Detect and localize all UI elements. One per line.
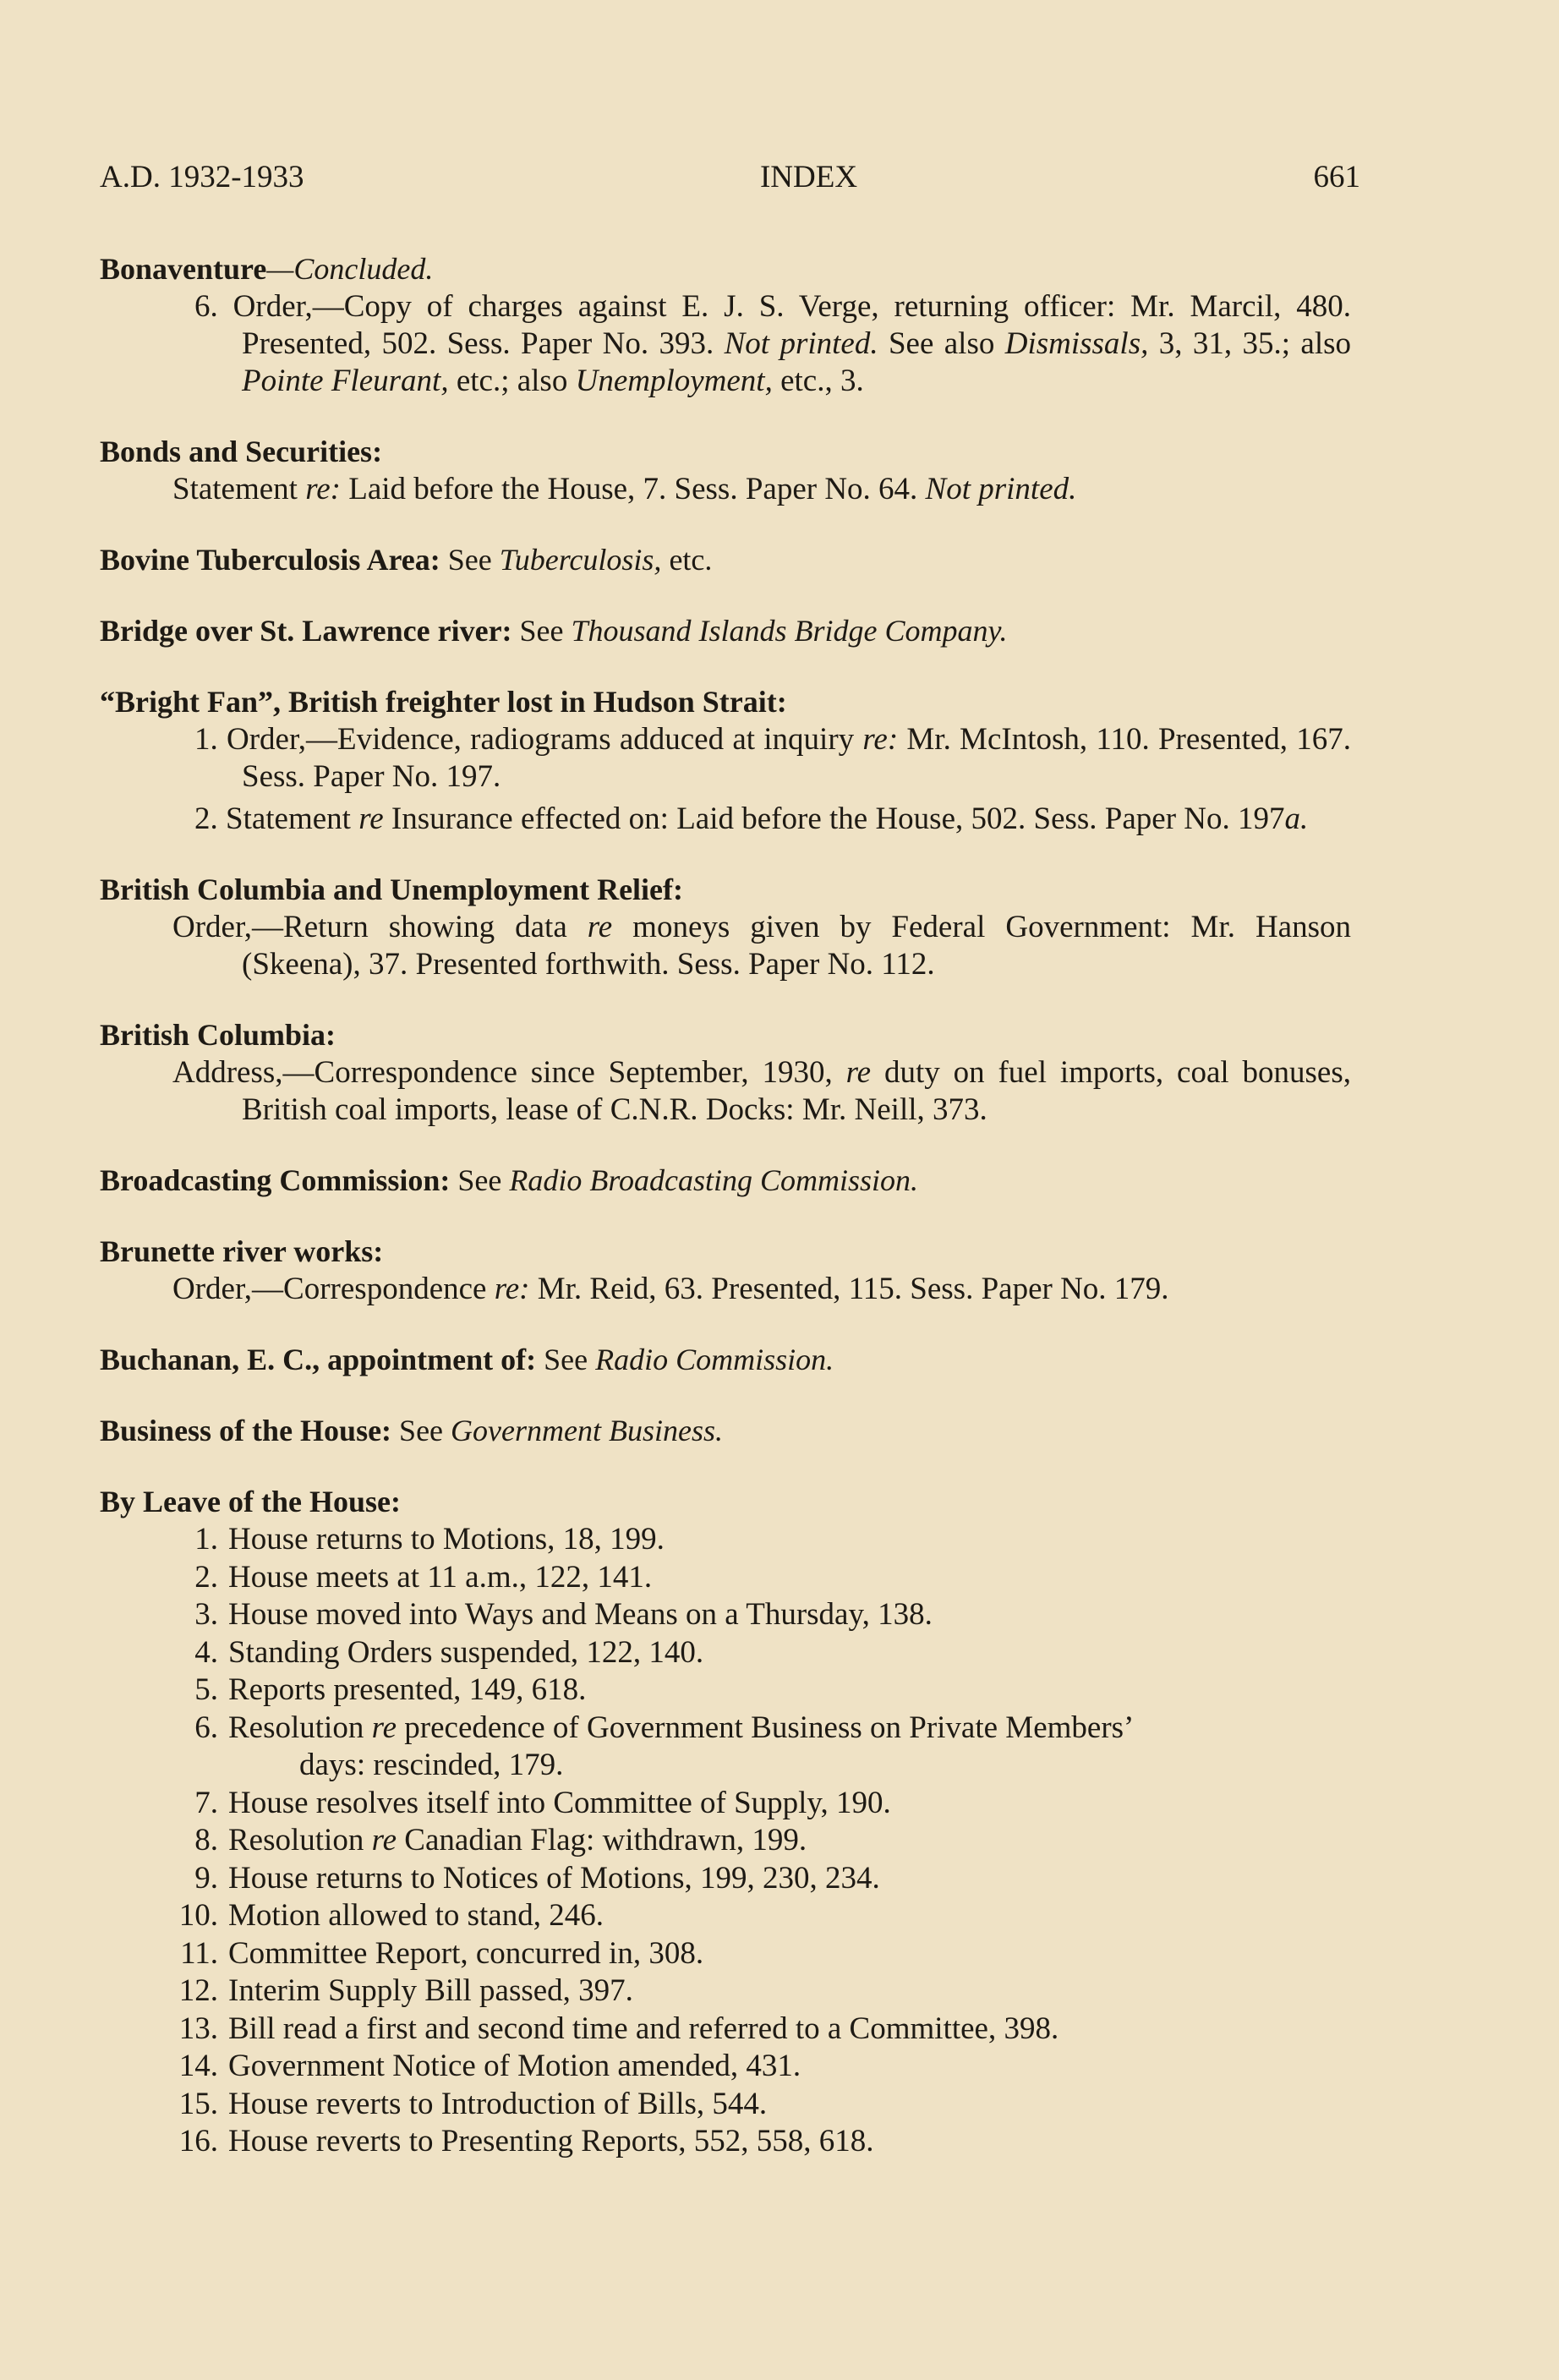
entry-bright-fan: [100, 683, 1351, 838]
entry-heading: Broadcasting Commission: See Radio Broadcasting Commission.: [100, 1163, 919, 1197]
list-item: 11. Committee Report, concurred in, 308.: [180, 1935, 704, 1971]
entry-heading: Bovine Tuberculosis Area: See Tuberculosis, etc.: [100, 543, 713, 577]
entry-heading: Brunette river works:: [100, 1234, 384, 1268]
list-item: 9. House returns to Notices of Motions, 199, 230, 234.: [194, 1860, 880, 1896]
header-years: A.D. 1932-1933: [100, 160, 304, 194]
entry-item: 6. Order,—Copy of charges against E. J. S. Verge, returning officer: Mr. Marcil, 480. Presented, 502. Sess. Paper No. 393. Not printed. See also Dismissals, 3, 31, 35.; also Pointe Fleurant, etc.; also Unemployment, etc., 3.: [194, 289, 1352, 398]
entry-bovine-tuberculosis-area: [100, 541, 1351, 579]
entry-british-columbia: [100, 1016, 1351, 1129]
list-item: 15. House reverts to Introduction of Bills, 544.: [178, 2086, 768, 2121]
list-item: 5. Reports presented, 149, 618.: [194, 1672, 587, 1707]
index-content: [100, 250, 1351, 2194]
list-item: 1. House returns to Motions, 18, 199.: [194, 1522, 665, 1557]
entry-brunette-river-works: [100, 1233, 1351, 1308]
list-item: 3. House moved into Ways and Means on a Thursday, 138.: [194, 1597, 933, 1632]
list-item: 6. Resolution re precedence of Government Business on Private Members’ days: rescinded, 179.: [194, 1710, 1135, 1782]
list-item: 8. Resolution re Canadian Flag: withdrawn, 199.: [194, 1823, 807, 1857]
entry-text: Address,—Correspondence since September, 1930, re duty on fuel imports, coal bonuses, British coal imports, lease of C.N.R. Docks: Mr. Neill, 373.: [172, 1055, 1352, 1127]
list-item: 7. House resolves itself into Committee of Supply, 190.: [194, 1785, 891, 1820]
entry-heading: By Leave of the House:: [100, 1485, 401, 1518]
entry-bc-unemployment-relief: [100, 871, 1351, 983]
entry-heading: Bonds and Securities:: [100, 435, 383, 468]
header-title: INDEX: [759, 160, 858, 194]
entry-broadcasting-commission: [100, 1162, 1351, 1200]
entry-heading: Bonaventure—Concluded.: [100, 252, 434, 286]
entry-heading: British Columbia:: [100, 1018, 336, 1052]
entry-heading: Bridge over St. Lawrence river: See Thousand Islands Bridge Company.: [100, 614, 1008, 648]
list-item: 14. Government Notice of Motion amended, 431.: [178, 2049, 801, 2083]
list-item: 4. Standing Orders suspended, 122, 140.: [194, 1634, 704, 1670]
running-head: [100, 159, 1360, 201]
entry-text: Statement re: Laid before the House, 7. Sess. Paper No. 64. Not printed.: [172, 472, 1077, 506]
list-item: 13. Bill read a first and second time and referred to a Committee, 398.: [178, 2011, 1059, 2046]
entry-heading: British Columbia and Unemployment Relief:: [100, 873, 684, 906]
entry-bonaventure: [100, 250, 1351, 400]
list-item: 12. Interim Supply Bill passed, 397.: [178, 1973, 633, 2008]
entry-bonds-and-securities: [100, 433, 1351, 508]
entry-text: Order,—Correspondence re: Mr. Reid, 63. Presented, 115. Sess. Paper No. 179.: [172, 1272, 1169, 1306]
entry-heading: “Bright Fan”, British freighter lost in Hudson Strait:: [100, 685, 787, 719]
entry-heading: Business of the House: See Government Business.: [100, 1414, 723, 1447]
list-item: 2. House meets at 11 a.m., 122, 141.: [194, 1559, 653, 1595]
entry-by-leave-of-the-house: [100, 1483, 1351, 2161]
list-item: 10. Motion allowed to stand, 246.: [178, 1898, 604, 1933]
entry-heading: Buchanan, E. C., appointment of: See Radio Commission.: [100, 1343, 834, 1376]
entry-item: 1. Order,—Evidence, radiograms adduced at inquiry re: Mr. McIntosh, 110. Presented, 167. Sess. Paper No. 197.: [194, 722, 1352, 794]
entry-text: Order,—Return showing data re moneys given by Federal Government: Mr. Hanson (Skeena), 37. Presented forthwith. Sess. Paper No. 112.: [172, 910, 1352, 982]
header-page-number: 661: [1313, 160, 1360, 194]
entry-business-of-the-house: [100, 1412, 1351, 1450]
list-item: 16. House reverts to Presenting Reports, 552, 558, 618.: [178, 2124, 874, 2158]
entry-item: 2. Statement re Insurance effected on: Laid before the House, 502. Sess. Paper No. 197a.: [194, 802, 1309, 836]
entry-buchanan-appointment: [100, 1341, 1351, 1379]
entry-bridge-over-st-lawrence: [100, 612, 1351, 650]
